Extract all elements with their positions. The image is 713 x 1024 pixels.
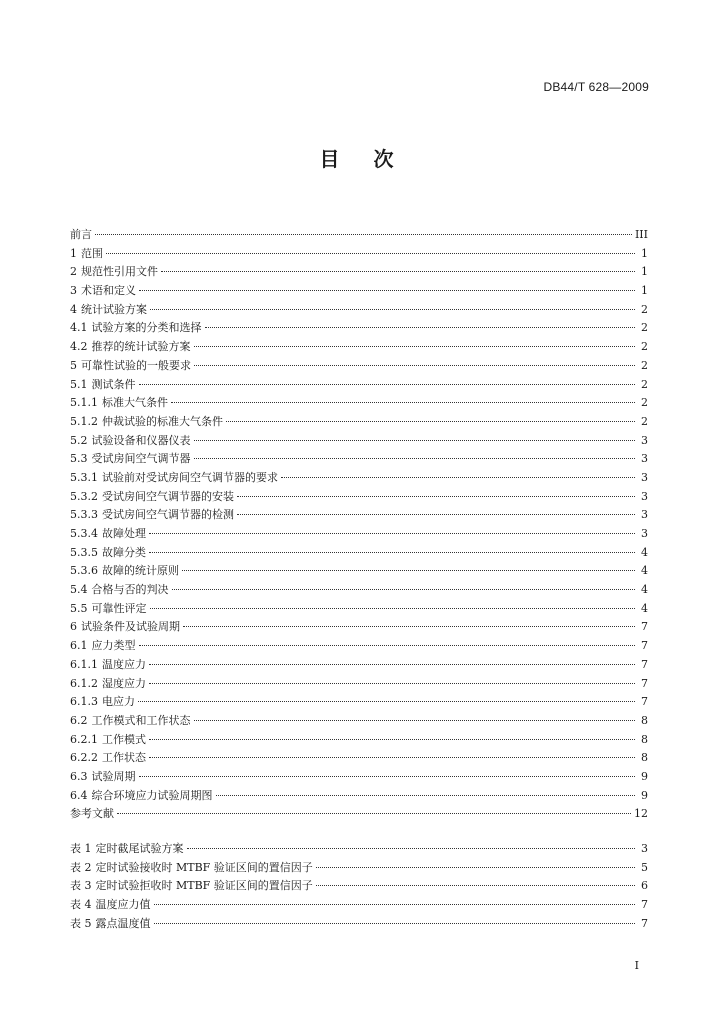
toc-entry-page: 3: [641, 842, 648, 855]
toc-entry-page: 4: [641, 601, 648, 615]
toc-entry-title: 工作状态: [102, 751, 146, 765]
dot-leader: [205, 327, 636, 328]
dot-leader: [149, 552, 635, 553]
toc-entry-title: 前言: [70, 228, 92, 241]
toc-entry-number: 表 4: [70, 898, 92, 912]
toc-entry-number: 5.1: [70, 377, 88, 391]
toc-entry-number: 表 3: [70, 879, 92, 893]
toc-entry-title: 测试条件: [91, 377, 136, 391]
toc-table-entry[interactable]: [70, 859, 648, 878]
toc-entry[interactable]: [70, 450, 648, 469]
toc-entry-page: 7: [641, 639, 648, 653]
toc-entry-page: 3: [641, 489, 648, 503]
toc-entry-page: 7: [641, 676, 648, 690]
dot-leader: [139, 645, 636, 646]
toc-entry-title: 温度应力: [102, 657, 146, 671]
toc-entry-page: 1: [641, 265, 648, 279]
toc-entry-page: 2: [641, 414, 648, 428]
toc-entry-title: 可靠性试验的一般要求: [81, 358, 191, 372]
dot-leader: [150, 309, 635, 310]
toc-entry-page: 2: [641, 340, 648, 354]
toc-entry[interactable]: [70, 226, 648, 245]
toc-entry-title: 试验条件及试验周期: [81, 620, 180, 634]
toc-entry-page: 4: [641, 564, 648, 578]
toc-entry[interactable]: [70, 506, 648, 525]
toc-entry-number: 6.1: [70, 639, 88, 653]
toc-entry-title: 受试房间空气调节器的安装: [102, 489, 234, 503]
dot-leader: [182, 570, 635, 571]
toc-table-entry[interactable]: [70, 877, 648, 896]
toc-entry-title: 定时试验接收时 MTBF 验证区间的置信因子: [95, 860, 313, 874]
toc-entry-number: 6.4: [70, 788, 88, 802]
toc-entry-title: 故障分类: [102, 545, 146, 559]
toc-entry[interactable]: [70, 394, 648, 413]
dot-leader: [95, 234, 632, 235]
dot-leader: [237, 496, 635, 497]
toc-entry-page: 3: [641, 452, 648, 466]
toc-entry-title: 范围: [81, 246, 103, 260]
toc-entry[interactable]: [70, 469, 648, 488]
toc-entry-title: 工作模式: [102, 732, 146, 746]
toc-entry-title: 试验周期: [91, 769, 136, 783]
dot-leader: [139, 384, 636, 385]
toc-entry-title: 受试房间空气调节器: [91, 452, 191, 466]
toc-entry[interactable]: [70, 245, 648, 264]
toc-entry-title: 电应力: [102, 695, 135, 709]
dot-leader: [139, 776, 636, 777]
dot-leader: [194, 458, 636, 459]
toc-entry-number: 4.1: [70, 321, 88, 335]
dot-leader: [106, 253, 635, 254]
toc-entry-number: 5.2: [70, 433, 88, 447]
toc-table-entry[interactable]: [70, 915, 648, 934]
toc-entry-number: 5.1.2: [70, 414, 98, 428]
dot-leader: [281, 477, 635, 478]
table-list: [70, 840, 648, 933]
toc-entry-number: 表 5: [70, 916, 92, 930]
dot-leader: [316, 885, 635, 886]
toc-entry-number: 6.1.2: [70, 676, 98, 690]
toc-entry-title: 标准大气条件: [102, 396, 168, 410]
dot-leader: [172, 589, 636, 590]
toc-entry-title: 试验方案的分类和选择: [91, 321, 202, 335]
toc-entry[interactable]: [70, 787, 648, 806]
toc-entry-page: 2: [641, 302, 648, 316]
dot-leader: [138, 701, 635, 702]
toc-table-entry[interactable]: [70, 840, 648, 859]
toc-entry-number: 3: [70, 284, 77, 298]
dot-leader: [171, 402, 635, 403]
toc-entry-title: 试验设备和仪器仪表: [91, 433, 191, 447]
toc-entry-number: 5.3.1: [70, 470, 98, 484]
toc-entry[interactable]: [70, 282, 648, 301]
toc-entry-page: 7: [641, 916, 648, 930]
dot-leader: [226, 421, 635, 422]
toc-entry[interactable]: [70, 712, 648, 731]
toc-entry-number: 5.1.1: [70, 396, 98, 410]
toc-entry-title: 统计试验方案: [81, 302, 147, 316]
toc-entry-title: 仲裁试验的标准大气条件: [102, 414, 223, 428]
toc-entry-number: 表 2: [70, 860, 92, 874]
toc-entry-page: 3: [641, 508, 648, 522]
toc-entry-number: 6.2.1: [70, 732, 98, 746]
toc-entry-page: 2: [641, 321, 648, 335]
toc-entry-number: 6.1.3: [70, 695, 98, 709]
toc-entry-number: 5.3.3: [70, 508, 98, 522]
toc-entry-page: 4: [641, 583, 648, 597]
dot-leader: [150, 608, 636, 609]
toc-entry[interactable]: [70, 544, 648, 563]
toc-entry-title: 湿度应力: [102, 676, 146, 690]
toc-entry-page: 3: [641, 470, 648, 484]
toc-entry-title: 故障处理: [102, 527, 146, 540]
toc-entry[interactable]: [70, 749, 648, 768]
dot-leader: [149, 533, 635, 534]
toc-entry-page: 9: [641, 769, 648, 783]
toc-entry-title: 合格与否的判决: [91, 583, 169, 597]
toc-entry-number: 4: [70, 302, 77, 316]
toc-entry-number: 4.2: [70, 340, 88, 354]
toc-entry-title: 参考文献: [70, 807, 114, 821]
toc-entry[interactable]: [70, 600, 648, 619]
toc-entry-page: III: [634, 228, 648, 241]
dot-leader: [316, 867, 635, 868]
page-number: I: [634, 959, 639, 972]
toc-entry-title: 规范性引用文件: [81, 265, 158, 279]
toc-list: [70, 226, 648, 824]
toc-entry-page: 2: [641, 396, 648, 410]
toc-entry-title: 温度应力值: [95, 898, 151, 912]
toc-entry-title: 定时截尾试验方案: [95, 842, 184, 855]
toc-entry-number: 5: [70, 358, 77, 372]
dot-leader: [194, 346, 636, 347]
toc-entry[interactable]: [70, 432, 648, 451]
toc-entry-number: 5.3: [70, 452, 88, 466]
toc-entry-page: 7: [641, 898, 648, 912]
dot-leader: [149, 739, 635, 740]
dot-leader: [149, 683, 635, 684]
toc-entry-page: 1: [641, 246, 648, 260]
dot-leader: [161, 271, 635, 272]
toc-entry-title: 工作模式和工作状态: [91, 713, 191, 727]
toc-entry-number: 5.3.5: [70, 545, 98, 559]
dot-leader: [216, 795, 636, 796]
toc-entry-title: 推荐的统计试验方案: [91, 340, 191, 354]
toc-entry-title: 受试房间空气调节器的检测: [102, 508, 234, 522]
dot-leader: [237, 514, 635, 515]
toc-entry[interactable]: [70, 488, 648, 507]
toc-entry[interactable]: [70, 805, 648, 824]
toc-entry[interactable]: [70, 693, 648, 712]
dot-leader: [194, 720, 636, 721]
toc-entry[interactable]: [70, 581, 648, 600]
toc-entry-page: 2: [641, 377, 648, 391]
toc-entry-number: 表 1: [70, 842, 92, 855]
toc-entry-number: 6.1.1: [70, 657, 98, 671]
toc-entry[interactable]: [70, 637, 648, 656]
dot-leader: [149, 664, 635, 665]
toc-entry-page: 8: [641, 751, 648, 765]
dot-leader: [154, 904, 636, 905]
toc-entry-page: 5: [641, 860, 648, 874]
dot-leader: [117, 813, 631, 814]
toc-entry-page: 6: [641, 879, 648, 893]
toc-entry[interactable]: [70, 618, 648, 637]
page-title: 目次: [319, 147, 428, 171]
toc-entry-title: 露点温度值: [95, 916, 151, 930]
toc-entry-page: 7: [641, 657, 648, 671]
toc-entry-number: 6.3: [70, 769, 88, 783]
toc-entry[interactable]: [70, 376, 648, 395]
toc-entry[interactable]: [70, 263, 648, 282]
toc-entry[interactable]: [70, 656, 648, 675]
toc-entry[interactable]: [70, 768, 648, 787]
dot-leader: [154, 923, 636, 924]
toc-entry[interactable]: [70, 301, 648, 320]
toc-entry-page: 2: [641, 358, 648, 372]
toc-entry-page: 12: [634, 807, 648, 821]
toc-entry-title: 综合环境应力试验周期图: [91, 788, 213, 802]
dot-leader: [194, 365, 635, 366]
toc-entry-page: 8: [641, 713, 648, 727]
toc-entry-page: 9: [641, 788, 648, 802]
toc-entry-page: 1: [641, 284, 648, 298]
dot-leader: [194, 440, 636, 441]
toc-entry-number: 6: [70, 620, 77, 634]
toc-entry[interactable]: [70, 562, 648, 581]
toc-entry-page: 3: [641, 433, 648, 447]
toc-entry-title: 故障的统计原则: [102, 564, 179, 578]
toc-entry-number: 5.3.2: [70, 489, 98, 503]
toc-entry[interactable]: [70, 413, 648, 432]
toc-entry-number: 1: [70, 246, 77, 260]
toc-entry-page: 4: [641, 545, 648, 559]
toc-entry-page: 7: [641, 620, 648, 634]
toc-entry-page: 7: [641, 695, 648, 709]
toc-entry-title: 可靠性评定: [91, 601, 147, 615]
dot-leader: [183, 626, 635, 627]
toc-entry-title: 试验前对受试房间空气调节器的要求: [102, 470, 278, 484]
toc-table-entry[interactable]: [70, 896, 648, 915]
toc-entry-number: 5.5: [70, 601, 88, 615]
toc-entry[interactable]: [70, 357, 648, 376]
dot-leader: [139, 290, 635, 291]
toc-entry-number: 2: [70, 265, 77, 279]
toc-entry[interactable]: [70, 525, 648, 544]
dot-leader: [149, 757, 635, 758]
toc-entry[interactable]: [70, 319, 648, 338]
toc-entry[interactable]: [70, 675, 648, 694]
toc-entry-number: 5.3.6: [70, 564, 98, 578]
toc-entry-title: 术语和定义: [81, 284, 136, 298]
toc-entry-title: 应力类型: [91, 639, 136, 653]
toc-entry-number: 5.3.4: [70, 527, 98, 540]
toc-entry-title: 定时试验拒收时 MTBF 验证区间的置信因子: [95, 879, 313, 893]
toc-entry-number: 5.4: [70, 583, 88, 597]
toc-entry[interactable]: [70, 338, 648, 357]
document-code: DB44/T 628—2009: [543, 80, 649, 94]
toc-entry[interactable]: [70, 731, 648, 750]
dot-leader: [187, 848, 636, 849]
toc-entry-page: 8: [641, 732, 648, 746]
toc-entry-number: 6.2: [70, 713, 88, 727]
toc-entry-page: 3: [641, 527, 648, 540]
toc-entry-number: 6.2.2: [70, 751, 98, 765]
